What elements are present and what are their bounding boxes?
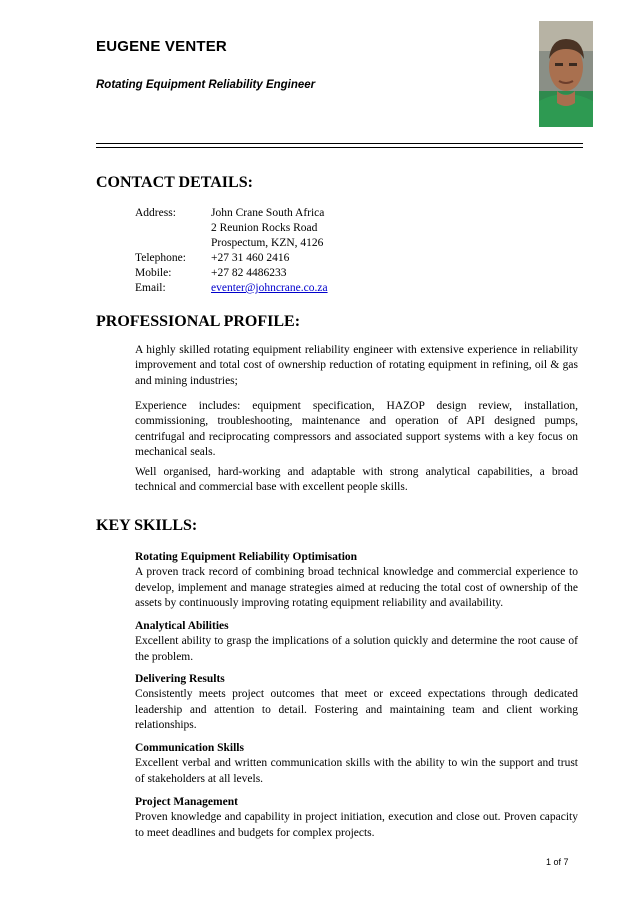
skill-item: [135, 795, 578, 841]
mobile-label: Mobile:: [135, 267, 172, 279]
profile-paragraph: Experience includes: equipment specification, HAZOP design review, installation, commissioning, troubleshooting, maintenance and operation of API designed pumps, centrifugal and reciprocating compressors and associated support systems with a key focus on mechanical seals.: [135, 400, 578, 459]
address-row: [135, 221, 328, 236]
contact-details: [135, 206, 328, 296]
header-divider-bottom: [96, 147, 583, 148]
job-title: Rotating Equipment Reliability Engineer: [96, 79, 316, 91]
profile-paragraph: Well organised, hard-working and adaptable with strong analytical capabilities, a broad technical and commercial base with excellent people skills.: [135, 466, 578, 494]
telephone-value: +27 31 460 2416: [211, 252, 290, 264]
mobile-row: [135, 266, 328, 281]
address-line: 2 Reunion Rocks Road: [211, 222, 318, 234]
profile-photo: [539, 21, 593, 127]
candidate-name: EUGENE VENTER: [96, 38, 227, 55]
skill-heading: Analytical Abilities: [135, 620, 229, 632]
skill-description: Excellent verbal and written communication skills with the ability to win the support and trust of stakeholders at all levels.: [135, 757, 578, 785]
email-link[interactable]: eventer@johncrane.co.za: [211, 282, 328, 294]
email-row: [135, 281, 328, 296]
skill-item: [135, 672, 578, 734]
address-row: [135, 236, 328, 251]
address-line: Prospectum, KZN, 4126: [211, 237, 324, 249]
skill-heading: Rotating Equipment Reliability Optimisation: [135, 551, 358, 563]
skill-description: A proven track record of combining broad technical knowledge and commercial experience to develop, implement and manage strategies aimed at reducing the total cost of ownership of the assets by continuously improving rotating equipment reliability and availability.: [135, 566, 578, 610]
skill-description: Proven knowledge and capability in project initiation, execution and close out. Proven capacity to meet deadlines and budgets for complex projects.: [135, 811, 578, 839]
profile-section-title: PROFESSIONAL PROFILE:: [96, 313, 301, 330]
skill-heading: Project Management: [135, 796, 238, 808]
profile-paragraph: A highly skilled rotating equipment reliability engineer with extensive experience in reliability improvement and total cost of ownership reduction of rotating equipment in refining, oil & gas and mining industries;: [135, 344, 578, 387]
header-divider-top: [96, 143, 583, 144]
skill-item: [135, 741, 578, 787]
skill-item: [135, 619, 578, 665]
address-line: John Crane South Africa: [211, 207, 325, 219]
skills-section-title: KEY SKILLS:: [96, 517, 198, 534]
skill-heading: Communication Skills: [135, 742, 244, 754]
skill-heading: Delivering Results: [135, 673, 225, 685]
skill-item: [135, 550, 578, 612]
address-label: Address:: [135, 207, 176, 219]
page-number: 1 of 7: [546, 857, 569, 867]
contact-section-title: CONTACT DETAILS:: [96, 174, 253, 191]
skill-description: Excellent ability to grasp the implications of a solution quickly and determine the root cause of the problem.: [135, 635, 578, 663]
address-row: [135, 206, 328, 221]
telephone-label: Telephone:: [135, 252, 186, 264]
skill-description: Consistently meets project outcomes that meet or exceed expectations through dedicated leadership and attention to detail. Fostering and maintaining team and client working relationships.: [135, 688, 578, 732]
telephone-row: [135, 251, 328, 266]
mobile-value: +27 82 4486233: [211, 267, 287, 279]
email-label: Email:: [135, 282, 166, 294]
